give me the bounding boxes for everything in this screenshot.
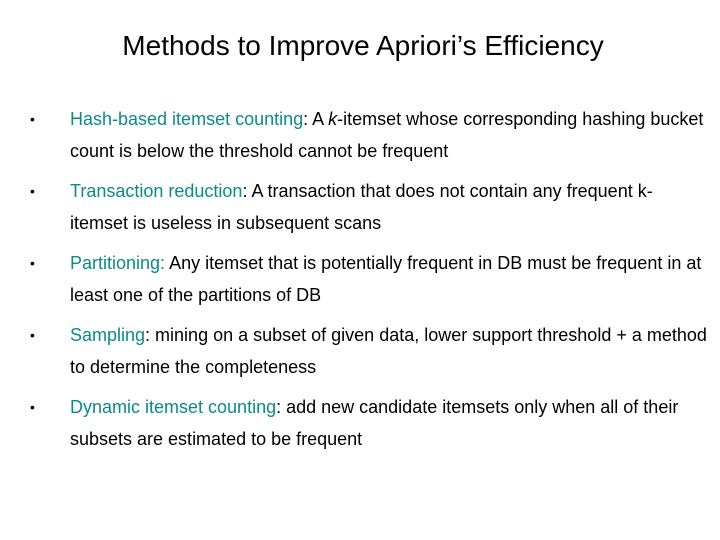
bullet-text: Any itemset that is potentially frequent in DB must be frequent in at least one of the partitions of DB [70,253,702,305]
bullet-text: : add new candidate itemsets only when all of their subsets are estimated to be frequent [70,397,679,449]
bullet-term: Dynamic itemset counting [70,397,277,417]
bullet-transaction-reduction [30,175,710,239]
bullet-dynamic-itemset-counting [30,391,710,455]
bullet-text: : A transaction that does not contain any frequent k-itemset is useless in subsequent scans [70,181,653,233]
bullet-text: : mining on a subset of given data, lower support threshold + a method to determine the completeness [70,325,707,377]
bullet-dot-icon: • [30,111,35,127]
bullet-hash-based-counting [30,103,710,167]
bullet-list [30,103,710,463]
bullet-dot-icon: • [30,399,35,415]
slide-title: Methods to Improve Apriori’s Efficiency [122,30,604,61]
bullet-term: Hash-based itemset counting [70,109,304,129]
bullet-dot-icon: • [30,327,35,343]
bullet-term: Transaction reduction [70,181,243,201]
bullet-italic-k: k [328,109,338,129]
bullet-term: Sampling [70,325,146,345]
bullet-dot-icon: • [30,255,35,271]
bullet-sampling [30,319,710,383]
bullet-text: -itemset whose corresponding hashing bucket count is below the threshold cannot be frequent [70,109,704,161]
bullet-text: : A [303,109,329,129]
bullet-dot-icon: • [30,183,35,199]
bullet-partitioning [30,247,710,311]
bullet-term: Partitioning: [70,253,166,273]
